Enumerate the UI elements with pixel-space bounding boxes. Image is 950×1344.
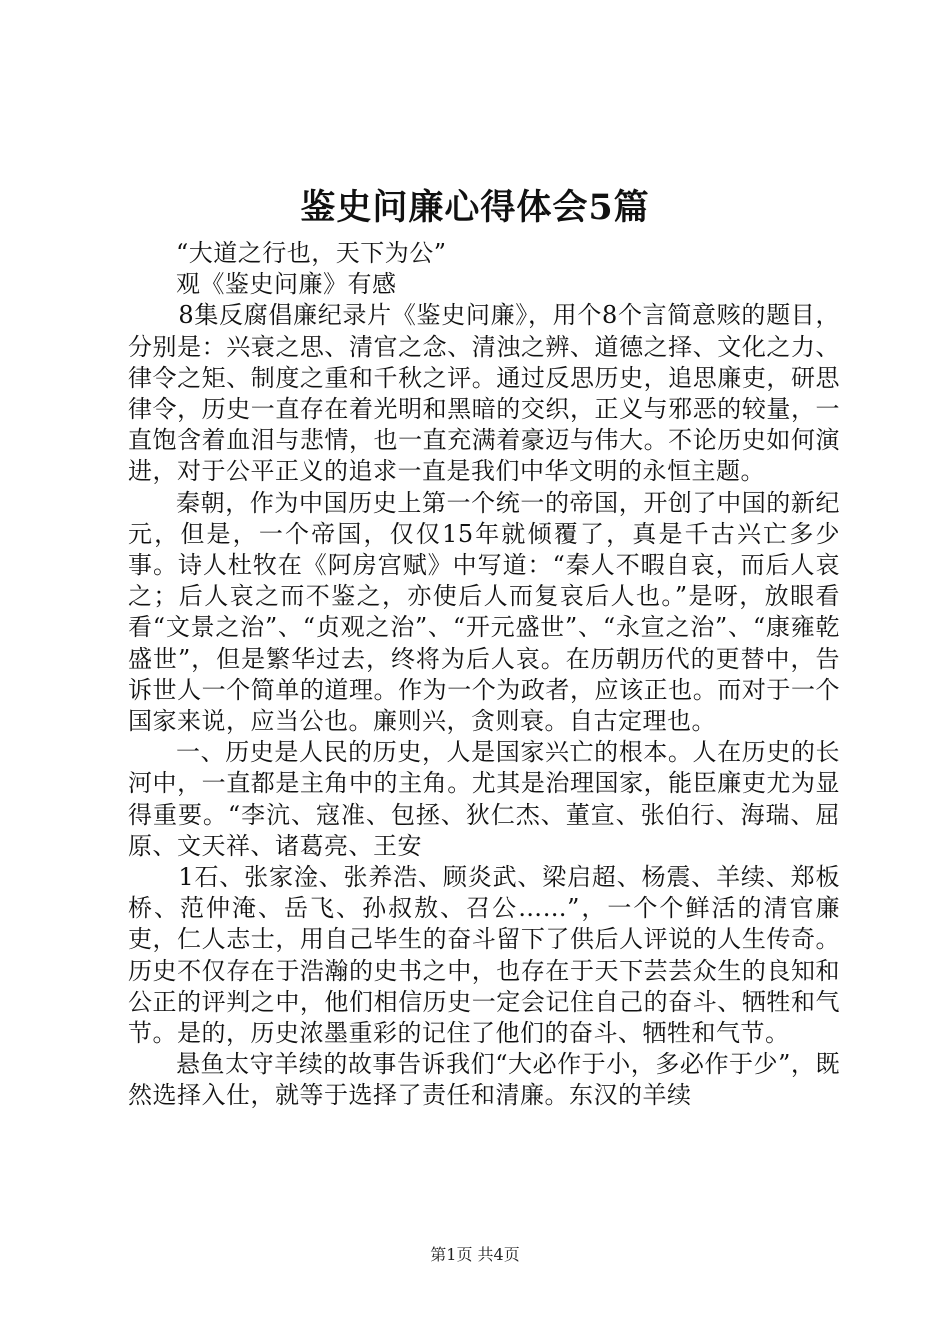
page-footer: 第1页 共4页 <box>430 1245 520 1264</box>
document-title: 鉴史问廉心得体会5篇 <box>300 187 650 228</box>
paragraph-history-people: 一、历史是人民的历史，人是国家兴亡的根本。人在历史的长河中，一直都是主角中的主角。尤其是治理国家，能臣廉吏尤为显得重要。“李沆、寇准、包拯、狄仁杰、董宣、张伯行、海瑞、屈原、文天祥、诸葛亮、王安 <box>128 738 840 860</box>
document-body <box>128 238 840 1112</box>
paragraph-qin-dynasty: 秦朝，作为中国历史上第一个统一的帝国，开创了中国的新纪元，但是，一个帝国，仅仅15年就倾覆了，真是千古兴亡多少事。诗人杜牧在《阿房宫赋》中写道：“秦人不暇自哀，而后人哀之；后人哀之而不鉴之，亦使后人而复哀后人也。”是呀，放眼看看“文景之治”、“贞观之治”、“开元盛世”、“永宣之治”、“康雍乾盛世”，但是繁华过去，终将为后人哀。在历朝历代的更替中，告诉世人一个简单的道理。作为一个为政者，应该正也。而对于一个国家来说，应当公也。廉则兴，贪则衰。自古定理也。 <box>128 488 840 736</box>
paragraph-subtitle: 观《鉴史问廉》有感 <box>176 270 397 299</box>
paragraph-intro: 8集反腐倡廉纪录片《鉴史问廉》，用个8个言简意赅的题目，分别是：兴衰之思、清官之念、清浊之辨、道德之择、文化之力、律令之矩、制度之重和千秋之评。通过反思历史，追思廉吏，研思律令，历史一直存在着光明和黑暗的交织，正义与邪恶的较量，一直饱含着血泪与悲情，也一直充满着豪迈与伟大。不论历史如何演进，对于公平正义的追求一直是我们中华文明的永恒主题。 <box>128 301 840 486</box>
paragraph-quote: “大道之行也，天下为公” <box>176 239 447 267</box>
paragraph-honest-officials: 1石、张家淦、张养浩、顾炎武、梁启超、杨震、羊续、郑板桥、范仲淹、岳飞、孙叔敖、召公……”，一个个鲜活的清官廉吏，仁人志士，用自己毕生的奋斗留下了供后人评说的人生传奇。历史不仅存在于浩瀚的史书之中，也存在于天下芸芸众生的良知和公正的评判之中，他们相信历史一定会记住自己的奋斗、牺牲和气节。是的，历史浓墨重彩的记住了他们的奋斗、牺牲和气节。 <box>128 863 840 1048</box>
paragraph-yang-xu: 悬鱼太守羊续的故事告诉我们“大必作于小，多必作于少”，既然选择入仕，就等于选择了责任和清廉。东汉的羊续 <box>128 1050 840 1110</box>
